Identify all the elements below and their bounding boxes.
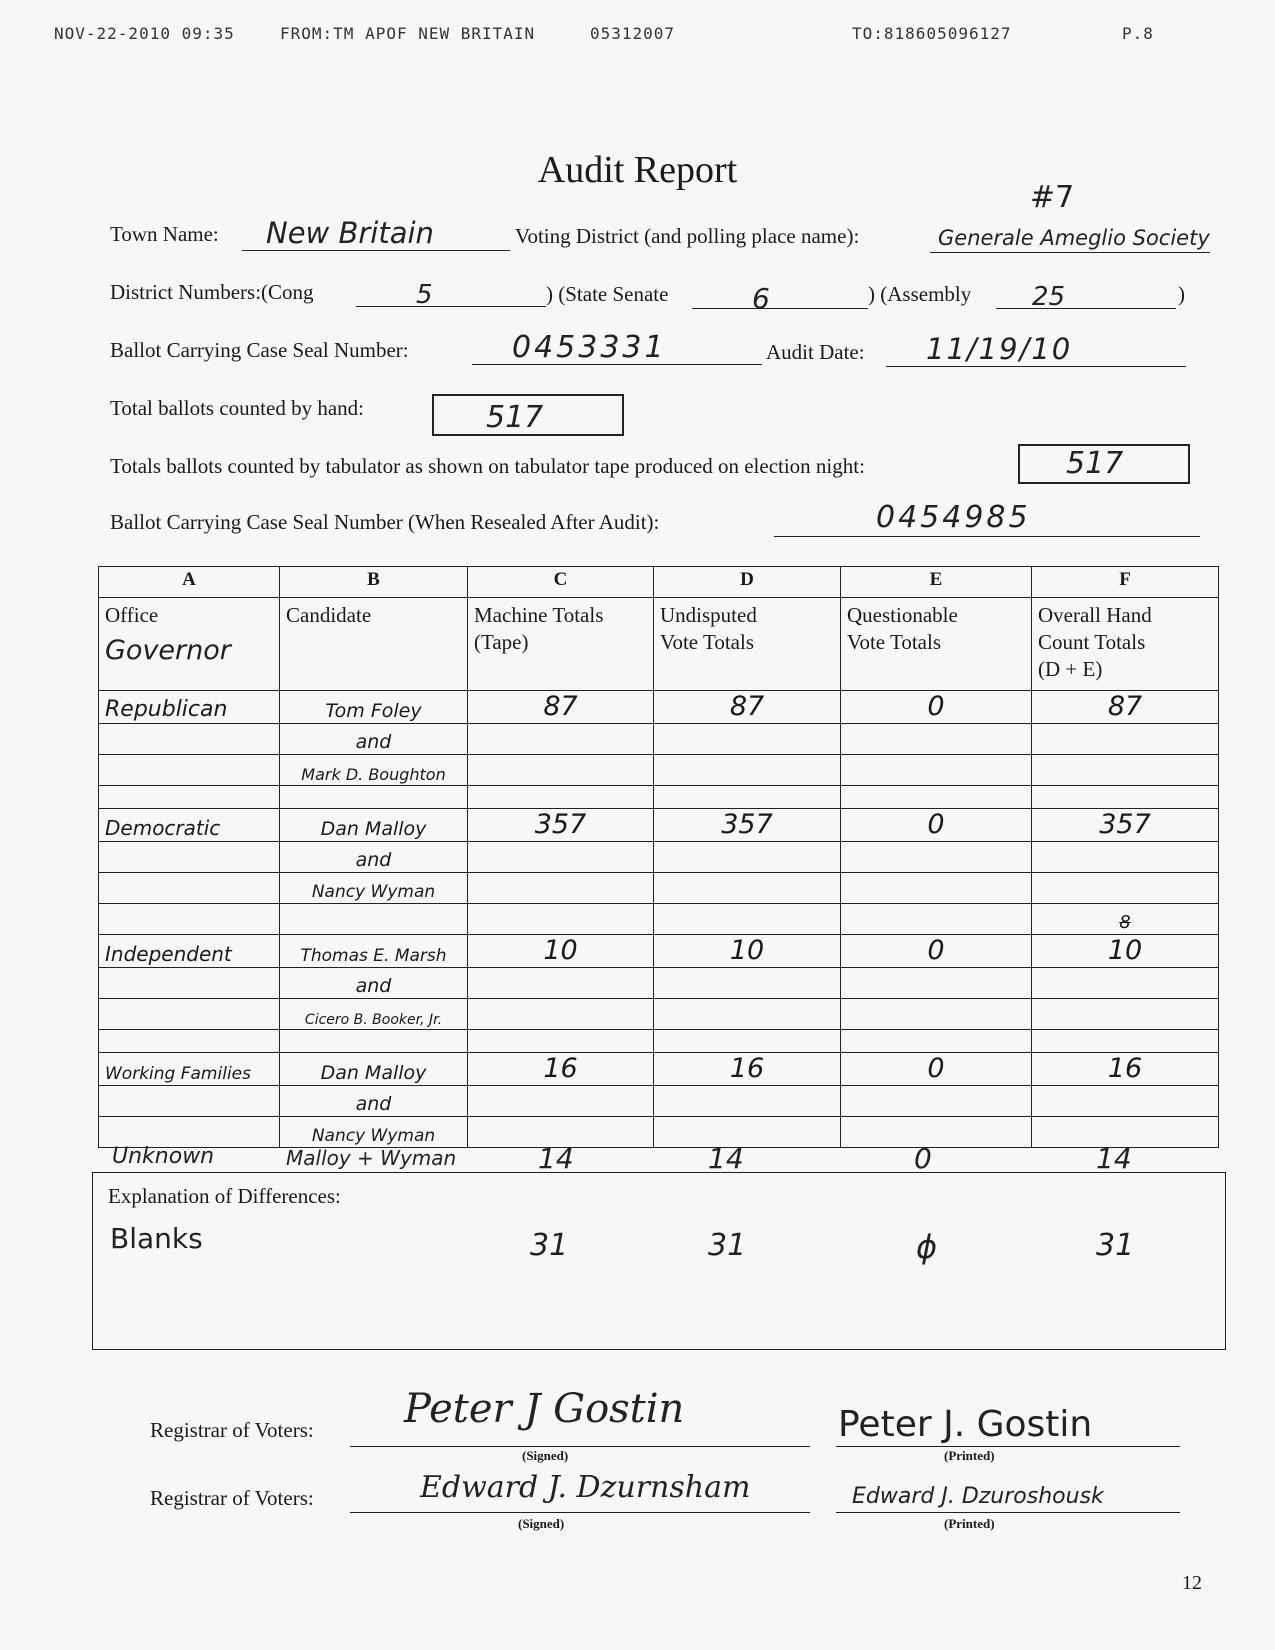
undisputed-total-cell: 357 bbox=[654, 809, 841, 842]
header-questionable-line2: Vote Totals bbox=[847, 630, 942, 654]
empty-cell bbox=[841, 873, 1032, 904]
empty-cell bbox=[654, 873, 841, 904]
unknown-undisputed: 14 bbox=[708, 1142, 744, 1175]
overall-total-cell: 10 bbox=[1032, 935, 1219, 968]
empty-cell bbox=[841, 1086, 1032, 1117]
senate-underline bbox=[692, 308, 868, 309]
header-machine bbox=[468, 598, 654, 691]
tabulator-count-value: 517 bbox=[1066, 446, 1124, 481]
fax-datetime: NOV-22-2010 09:35 bbox=[54, 24, 235, 43]
empty-cell bbox=[468, 724, 654, 755]
assembly-value: 25 bbox=[1032, 282, 1066, 312]
header-undisputed-line2: Vote Totals bbox=[660, 630, 755, 654]
undisputed-total-cell: 10 bbox=[654, 935, 841, 968]
seal-label: Ballot Carrying Case Seal Number: bbox=[110, 338, 409, 362]
empty-cell bbox=[841, 842, 1032, 873]
party-cell: Democratic bbox=[99, 809, 280, 842]
header-overall-line2: Count Totals bbox=[1038, 630, 1146, 654]
empty-cell bbox=[654, 1117, 841, 1148]
running-mate-cell: Mark D. Boughton bbox=[280, 755, 468, 786]
empty-cell bbox=[1032, 755, 1219, 786]
senate-value: 6 bbox=[752, 282, 770, 315]
empty-cell bbox=[654, 904, 841, 935]
empty-cell bbox=[841, 755, 1032, 786]
audit-date-label: Audit Date: bbox=[766, 340, 865, 364]
voting-district-value: Generale Ameglio Society bbox=[938, 226, 1210, 250]
header-office-label: Office bbox=[105, 603, 159, 627]
unknown-questionable: 0 bbox=[914, 1142, 932, 1175]
empty-cell bbox=[1032, 786, 1219, 809]
header-candidate: Candidate bbox=[280, 598, 468, 691]
cong-underline bbox=[356, 306, 546, 307]
empty-cell bbox=[99, 1030, 280, 1053]
differences-overall: 31 bbox=[1096, 1228, 1135, 1263]
empty-cell bbox=[654, 968, 841, 999]
party-cell: Independent bbox=[99, 935, 280, 968]
table-row bbox=[99, 935, 1219, 968]
party-cell: Working Families bbox=[99, 1053, 280, 1086]
tabulator-count-label: Totals ballots counted by tabulator as shown on tabulator tape produced on election night: bbox=[110, 454, 865, 478]
table-row bbox=[99, 904, 1219, 935]
col-letter-c: C bbox=[468, 567, 654, 598]
col-letter-d: D bbox=[654, 567, 841, 598]
empty-cell bbox=[841, 786, 1032, 809]
hand-count-label: Total ballots counted by hand: bbox=[110, 396, 364, 420]
questionable-total-cell: 0 bbox=[841, 809, 1032, 842]
header-machine-line2: (Tape) bbox=[474, 630, 529, 654]
empty-cell bbox=[1032, 968, 1219, 999]
empty-cell bbox=[280, 904, 468, 935]
page-number: 12 bbox=[1182, 1572, 1202, 1594]
reseal-underline bbox=[774, 536, 1200, 537]
audit-date-underline bbox=[886, 366, 1186, 367]
undisputed-total-cell: 87 bbox=[654, 691, 841, 724]
party-cell: Republican bbox=[99, 691, 280, 724]
machine-total-cell: 87 bbox=[468, 691, 654, 724]
header-office bbox=[99, 598, 280, 691]
empty-cell bbox=[654, 1086, 841, 1117]
unknown-party: Unknown bbox=[112, 1144, 215, 1169]
empty-cell bbox=[468, 842, 654, 873]
candidate-cell: Dan Malloy bbox=[280, 809, 468, 842]
hand-count-value: 517 bbox=[486, 400, 544, 435]
fax-from-number: 05312007 bbox=[590, 24, 676, 43]
overall-total-cell: 87 bbox=[1032, 691, 1219, 724]
registrar-1-signed-line bbox=[350, 1446, 810, 1447]
header-machine-line1: Machine Totals bbox=[474, 603, 604, 627]
registrar-2-signed-note: (Signed) bbox=[518, 1516, 565, 1531]
empty-cell bbox=[99, 904, 280, 935]
empty-cell bbox=[99, 873, 280, 904]
running-mate-cell: Cicero B. Booker, Jr. bbox=[280, 999, 468, 1030]
audit-date-value: 11/19/10 bbox=[926, 332, 1073, 366]
differences-label: Explanation of Differences: bbox=[108, 1184, 341, 1208]
questionable-total-cell: 0 bbox=[841, 935, 1032, 968]
table-row bbox=[99, 1030, 1219, 1053]
seal-value: 0453331 bbox=[512, 330, 667, 365]
empty-cell bbox=[468, 999, 654, 1030]
table-row bbox=[99, 999, 1219, 1030]
header-overall-line3: (D + E) bbox=[1038, 657, 1103, 681]
header-questionable-line1: Questionable bbox=[847, 603, 958, 627]
table-row bbox=[99, 873, 1219, 904]
table-row bbox=[99, 1117, 1219, 1148]
header-overall bbox=[1032, 598, 1219, 691]
overall-total-cell: 16 bbox=[1032, 1053, 1219, 1086]
voting-district-underline bbox=[930, 252, 1210, 253]
registrar-1-signature: Peter J Gostin bbox=[404, 1386, 685, 1432]
empty-cell bbox=[280, 786, 468, 809]
and-cell: and bbox=[280, 968, 468, 999]
empty-cell bbox=[841, 968, 1032, 999]
empty-cell bbox=[1032, 873, 1219, 904]
assembly-label: ) (Assembly bbox=[868, 282, 972, 306]
senate-label: ) (State Senate bbox=[546, 282, 669, 306]
empty-cell bbox=[1032, 842, 1219, 873]
empty-cell bbox=[841, 1117, 1032, 1148]
audit-table bbox=[98, 566, 1219, 1148]
empty-cell bbox=[841, 724, 1032, 755]
unknown-candidate: Malloy + Wyman bbox=[286, 1146, 457, 1170]
table-row bbox=[99, 968, 1219, 999]
registrar-2-printed-line bbox=[836, 1512, 1180, 1513]
table-row bbox=[99, 786, 1219, 809]
table-row bbox=[99, 842, 1219, 873]
district-numbers-label: District Numbers:(Cong bbox=[110, 280, 314, 304]
empty-cell bbox=[99, 968, 280, 999]
registrar-2-printed-note: (Printed) bbox=[944, 1516, 995, 1531]
town-value: New Britain bbox=[266, 216, 434, 250]
fax-to: TO:818605096127 bbox=[852, 24, 1012, 43]
town-label: Town Name: bbox=[110, 222, 219, 246]
empty-cell bbox=[654, 786, 841, 809]
registrar-2-signed-line bbox=[350, 1512, 810, 1513]
empty-cell bbox=[1032, 1086, 1219, 1117]
empty-cell bbox=[654, 755, 841, 786]
empty-cell bbox=[280, 1030, 468, 1053]
assembly-underline bbox=[996, 308, 1176, 309]
and-cell: and bbox=[280, 724, 468, 755]
assembly-close: ) bbox=[1178, 282, 1185, 306]
empty-cell bbox=[654, 724, 841, 755]
empty-cell bbox=[468, 1086, 654, 1117]
table-row bbox=[99, 724, 1219, 755]
header-undisputed-line1: Undisputed bbox=[660, 603, 757, 627]
table-row bbox=[99, 691, 1219, 724]
registrar-2-label: Registrar of Voters: bbox=[150, 1486, 314, 1510]
differences-undisputed: 31 bbox=[708, 1228, 747, 1263]
and-cell: and bbox=[280, 1086, 468, 1117]
reseal-value: 0454985 bbox=[876, 500, 1031, 535]
empty-cell bbox=[841, 1030, 1032, 1053]
empty-cell bbox=[99, 1086, 280, 1117]
machine-total-cell: 10 bbox=[468, 935, 654, 968]
header-overall-line1: Overall Hand bbox=[1038, 603, 1152, 627]
candidate-cell: Tom Foley bbox=[280, 691, 468, 724]
empty-cell bbox=[654, 842, 841, 873]
running-mate-cell: Nancy Wyman bbox=[280, 1117, 468, 1148]
fax-from: FROM:TM APOF NEW BRITAIN bbox=[280, 24, 536, 43]
header-undisputed bbox=[654, 598, 841, 691]
undisputed-total-cell: 16 bbox=[654, 1053, 841, 1086]
report-number: #7 bbox=[1030, 180, 1075, 215]
town-underline bbox=[242, 250, 510, 251]
empty-cell bbox=[1032, 1030, 1219, 1053]
office-value: Governor bbox=[105, 635, 231, 666]
candidate-cell: Dan Malloy bbox=[280, 1053, 468, 1086]
col-letter-a: A bbox=[99, 567, 280, 598]
table-row bbox=[99, 1086, 1219, 1117]
registrar-1-label: Registrar of Voters: bbox=[150, 1418, 314, 1442]
table-row bbox=[99, 809, 1219, 842]
empty-cell bbox=[99, 755, 280, 786]
registrar-1-signed-note: (Signed) bbox=[522, 1448, 569, 1463]
col-letter-f: F bbox=[1032, 567, 1219, 598]
col-letter-e: E bbox=[841, 567, 1032, 598]
empty-cell bbox=[468, 873, 654, 904]
empty-cell bbox=[468, 904, 654, 935]
unknown-machine: 14 bbox=[538, 1142, 574, 1175]
fax-page: P.8 bbox=[1122, 24, 1154, 43]
header-questionable bbox=[841, 598, 1032, 691]
page-title: Audit Report bbox=[537, 149, 738, 191]
candidate-cell: Thomas E. Marsh bbox=[280, 935, 468, 968]
struck-value-cell: 8 bbox=[1032, 904, 1219, 935]
empty-cell bbox=[1032, 724, 1219, 755]
voting-district-label: Voting District (and polling place name): bbox=[515, 224, 860, 248]
empty-cell bbox=[99, 786, 280, 809]
questionable-total-cell: 0 bbox=[841, 1053, 1032, 1086]
empty-cell bbox=[841, 904, 1032, 935]
empty-cell bbox=[99, 724, 280, 755]
differences-questionable: ϕ bbox=[916, 1228, 938, 1266]
differences-machine: 31 bbox=[530, 1228, 569, 1263]
machine-total-cell: 357 bbox=[468, 809, 654, 842]
reseal-label: Ballot Carrying Case Seal Number (When Resealed After Audit): bbox=[110, 510, 660, 534]
empty-cell bbox=[468, 1030, 654, 1053]
empty-cell bbox=[654, 1030, 841, 1053]
table-row bbox=[99, 755, 1219, 786]
empty-cell bbox=[99, 999, 280, 1030]
registrar-1-printed-line bbox=[836, 1446, 1180, 1447]
empty-cell bbox=[468, 755, 654, 786]
empty-cell bbox=[654, 999, 841, 1030]
overall-total-cell: 357 bbox=[1032, 809, 1219, 842]
questionable-total-cell: 0 bbox=[841, 691, 1032, 724]
empty-cell bbox=[841, 999, 1032, 1030]
empty-cell bbox=[468, 786, 654, 809]
registrar-1-printed-note: (Printed) bbox=[944, 1448, 995, 1463]
and-cell: and bbox=[280, 842, 468, 873]
running-mate-cell: Nancy Wyman bbox=[280, 873, 468, 904]
registrar-1-printed: Peter J. Gostin bbox=[838, 1404, 1093, 1445]
empty-cell bbox=[99, 1117, 280, 1148]
table-row bbox=[99, 1053, 1219, 1086]
empty-cell bbox=[468, 968, 654, 999]
col-letter-b: B bbox=[280, 567, 468, 598]
empty-cell bbox=[1032, 999, 1219, 1030]
empty-cell bbox=[99, 842, 280, 873]
machine-total-cell: 16 bbox=[468, 1053, 654, 1086]
cong-value: 5 bbox=[416, 280, 433, 310]
registrar-2-signature: Edward J. Dzurnsham bbox=[420, 1470, 751, 1505]
registrar-2-printed: Edward J. Dzuroshousk bbox=[852, 1484, 1104, 1509]
differences-row-label: Blanks bbox=[110, 1222, 203, 1255]
unknown-overall: 14 bbox=[1096, 1142, 1132, 1175]
